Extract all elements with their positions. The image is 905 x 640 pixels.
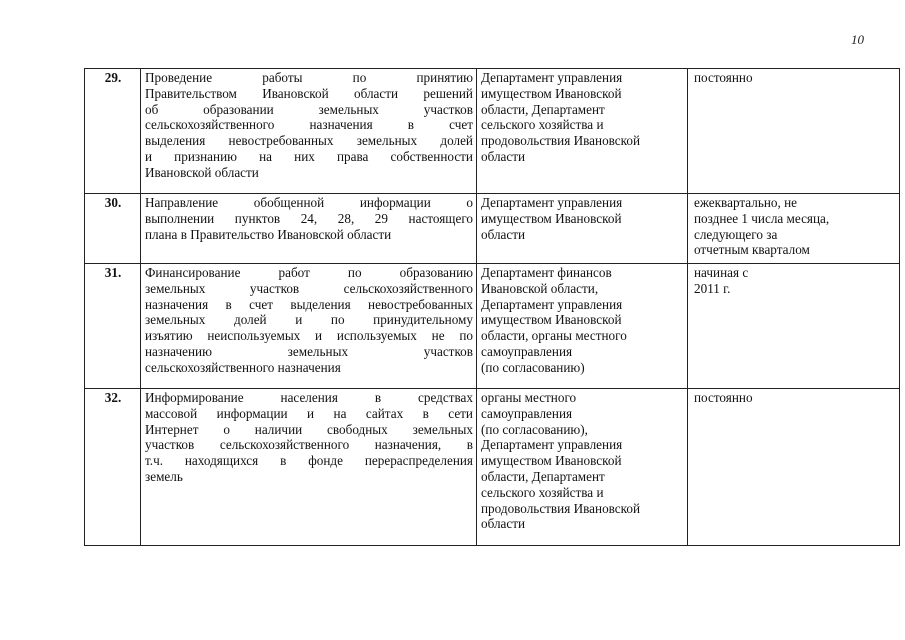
responsible-line: области, органы местного: [481, 328, 627, 344]
action-line: изъятию неиспользуемых и используемых не по: [145, 328, 473, 344]
action-line: выделения невостребованных земельных долей: [145, 133, 473, 149]
responsible-cell: [477, 264, 688, 389]
action-line: сельскохозяйственного назначения: [145, 359, 341, 375]
table-row: [85, 69, 900, 194]
row-number: 31.: [85, 264, 141, 389]
table-row: [85, 389, 900, 546]
term-line: ежеквартально, не: [694, 195, 798, 210]
action-line: об образовании земельных участков: [145, 101, 473, 117]
term-line: отчетным кварталом: [694, 242, 810, 258]
term-line: постоянно: [694, 70, 753, 85]
term-line: начиная с: [694, 265, 749, 280]
action-cell: [141, 264, 477, 389]
term-cell: [688, 69, 900, 194]
action-line: плана в Правительство Ивановской области: [145, 226, 392, 242]
action-line: Интернет о наличии свободных земельных: [145, 421, 473, 437]
action-line: Финансирование работ по образованию: [145, 265, 473, 280]
responsible-line: (по согласованию): [481, 359, 585, 375]
action-line: Ивановской области: [145, 164, 259, 180]
row-number: 32.: [85, 389, 141, 546]
responsible-cell: [477, 389, 688, 546]
action-cell: [141, 69, 477, 194]
action-line: участков сельскохозяйственного назначения, в: [145, 437, 473, 453]
action-line: сельскохозяйственного назначения в счет: [145, 117, 473, 133]
action-plan-table: [84, 68, 900, 546]
responsible-line: имуществом Ивановской: [481, 312, 622, 328]
action-line: и признанию на них права собственности: [145, 148, 473, 164]
responsible-line: Департамент управления: [481, 296, 623, 312]
responsible-line: области: [481, 516, 526, 532]
action-line: Информирование населения в средствах: [145, 390, 473, 405]
responsible-line: области, Департамент: [481, 101, 605, 117]
table-row: [85, 264, 900, 389]
action-line: т.ч. находящихся в фонде перераспределения: [145, 453, 473, 469]
term-line: постоянно: [694, 390, 753, 405]
action-cell: [141, 389, 477, 546]
term-cell: [688, 389, 900, 546]
responsible-line: имуществом Ивановской: [481, 210, 622, 226]
responsible-line: Департамент финансов: [481, 265, 612, 280]
responsible-line: имуществом Ивановской: [481, 453, 622, 469]
action-cell: [141, 194, 477, 264]
action-line: Направление обобщенной информации о: [145, 195, 473, 210]
responsible-line: Ивановской области,: [481, 280, 599, 296]
page-number: 10: [851, 32, 864, 47]
responsible-line: органы местного: [481, 390, 577, 405]
responsible-line: области, Департамент: [481, 468, 605, 484]
responsible-line: Департамент управления: [481, 437, 623, 453]
responsible-line: продовольствия Ивановской: [481, 500, 641, 516]
table-row: [85, 194, 900, 264]
action-line: выполнении пунктов 24, 28, 29 настоящего: [145, 210, 473, 226]
term-cell: [688, 194, 900, 264]
responsible-cell: [477, 194, 688, 264]
action-line: назначению земельных участков: [145, 343, 473, 359]
action-line: Правительством Ивановской области решений: [145, 85, 473, 101]
responsible-line: продовольствия Ивановской: [481, 133, 641, 149]
responsible-line: области: [481, 226, 526, 242]
responsible-line: области: [481, 148, 526, 164]
term-line: следующего за: [694, 226, 778, 242]
term-cell: [688, 264, 900, 389]
responsible-cell: [477, 69, 688, 194]
responsible-line: самоуправления: [481, 343, 573, 359]
responsible-line: сельского хозяйства и: [481, 117, 604, 133]
term-line: 2011 г.: [694, 280, 731, 296]
action-line: земель: [145, 468, 183, 484]
row-number: 30.: [85, 194, 141, 264]
action-line: назначения в счет выделения невостребованных: [145, 296, 473, 312]
responsible-line: самоуправления: [481, 405, 573, 421]
action-line: Проведение работы по принятию: [145, 70, 473, 85]
action-line: массовой информации и на сайтах в сети: [145, 405, 473, 421]
responsible-line: имуществом Ивановской: [481, 85, 622, 101]
responsible-line: Департамент управления: [481, 70, 623, 85]
action-line: земельных участков сельскохозяйственного: [145, 280, 473, 296]
responsible-line: сельского хозяйства и: [481, 484, 604, 500]
responsible-line: Департамент управления: [481, 195, 623, 210]
term-line: позднее 1 числа месяца,: [694, 210, 830, 226]
responsible-line: (по согласованию),: [481, 421, 588, 437]
action-line: земельных долей и по принудительному: [145, 312, 473, 328]
row-number: 29.: [85, 69, 141, 194]
